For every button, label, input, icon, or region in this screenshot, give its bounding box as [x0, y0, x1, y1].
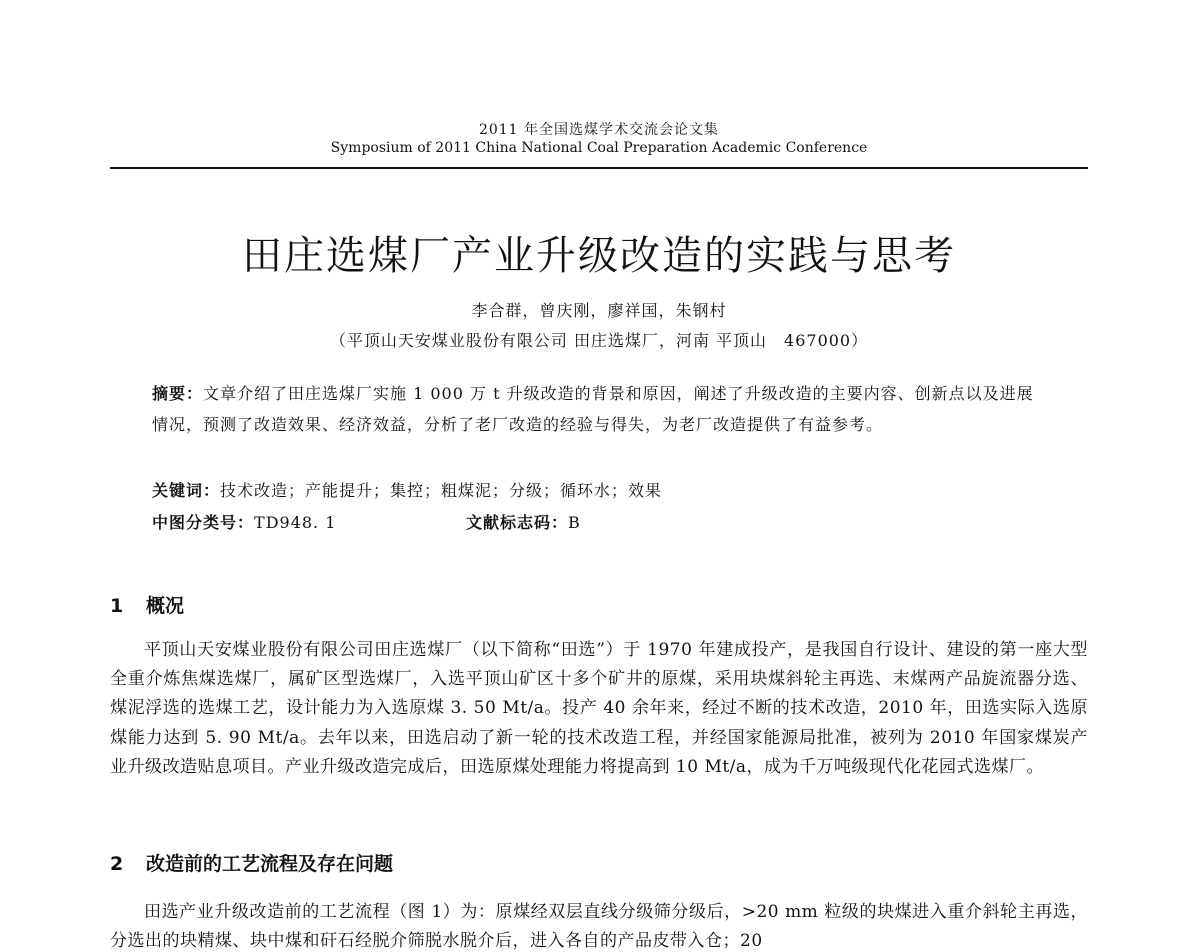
section-title: 改造前的工艺流程及存在问题 — [146, 853, 394, 875]
document-code — [466, 512, 581, 534]
running-header-english: Symposium of 2011 China National Coal Preparation Academic Conference — [330, 140, 868, 156]
author-affiliation: （平顶山天安煤业股份有限公司 田庄选煤厂，河南 平顶山 467000） — [329, 331, 869, 350]
keywords-text: 技术改造；产能提升；集控；粗煤泥；分级；循环水；效果 — [220, 481, 663, 500]
header-divider — [110, 167, 1088, 169]
author-list: 李合群，曾庆刚，廖祥国，朱钢村 — [471, 301, 727, 320]
paper-title: 田庄选煤厂产业升级改造的实践与思考 — [242, 233, 956, 279]
section-heading-overview — [110, 593, 184, 619]
classification-number — [152, 512, 336, 534]
keywords — [152, 480, 662, 502]
abstract-label: 摘要： — [152, 384, 204, 403]
section-number: 2 — [110, 853, 124, 875]
classification-value: TD948. 1 — [254, 513, 337, 532]
keywords-label: 关键词： — [152, 481, 221, 500]
abstract-text: 文章介绍了田庄选煤厂实施 1 000 万 t 升级改造的背景和原因，阐述了升级改造的主要内容、创新点以及进展情况，预测了改造效果、经济效益，分析了老厂改造的经验与得失，为老厂改造提供了有益参考。 — [152, 384, 1034, 434]
abstract — [152, 378, 1048, 440]
section-title: 概况 — [146, 595, 185, 617]
classification-label: 中图分类号： — [152, 513, 255, 532]
running-header — [110, 121, 1088, 157]
section-heading-process-issues — [110, 851, 393, 877]
section-paragraph-process-issues: 田选产业升级改造前的工艺流程（图 1）为：原煤经双层直线分级筛分级后，>20 mm 粒级的块煤进入重介斜轮主再选，分选出的块精煤、块中煤和矸石经脱介筛脱水脱介后，进入各自的产品皮带入仓；20 — [110, 902, 1088, 952]
document-code-label: 文献标志码： — [466, 513, 569, 532]
section-number: 1 — [110, 595, 124, 617]
running-header-chinese: 2011 年全国选煤学术交流会论文集 — [478, 122, 720, 138]
document-code-value: B — [568, 513, 581, 532]
section-paragraph-overview: 平顶山天安煤业股份有限公司田庄选煤厂（以下简称“田选”）于 1970 年建成投产，是我国自行设计、建设的第一座大型全重介炼焦煤选煤厂，属矿区型选煤厂，入选平顶山矿区十多个矿井的原煤，采用块煤斜轮主再选、末煤两产品旋流器分选、煤泥浮选的选煤工艺，设计能力为入选原煤 3. 50 Mt/a。投产 40 余年来，经过不断的技术改造，2010 年，田选实际入选原煤能力达到 5. 90 Mt/a。去年以来，田选启动了新一轮的技术改造工程，并经国家能源局批准，被列为 2010 年国家煤炭产业升级改造贴息项目。产业升级改造完成后，田选原煤处理能力将提高到 10 Mt/a，成为千万吨级现代化花园式选煤厂。 — [110, 640, 1088, 777]
